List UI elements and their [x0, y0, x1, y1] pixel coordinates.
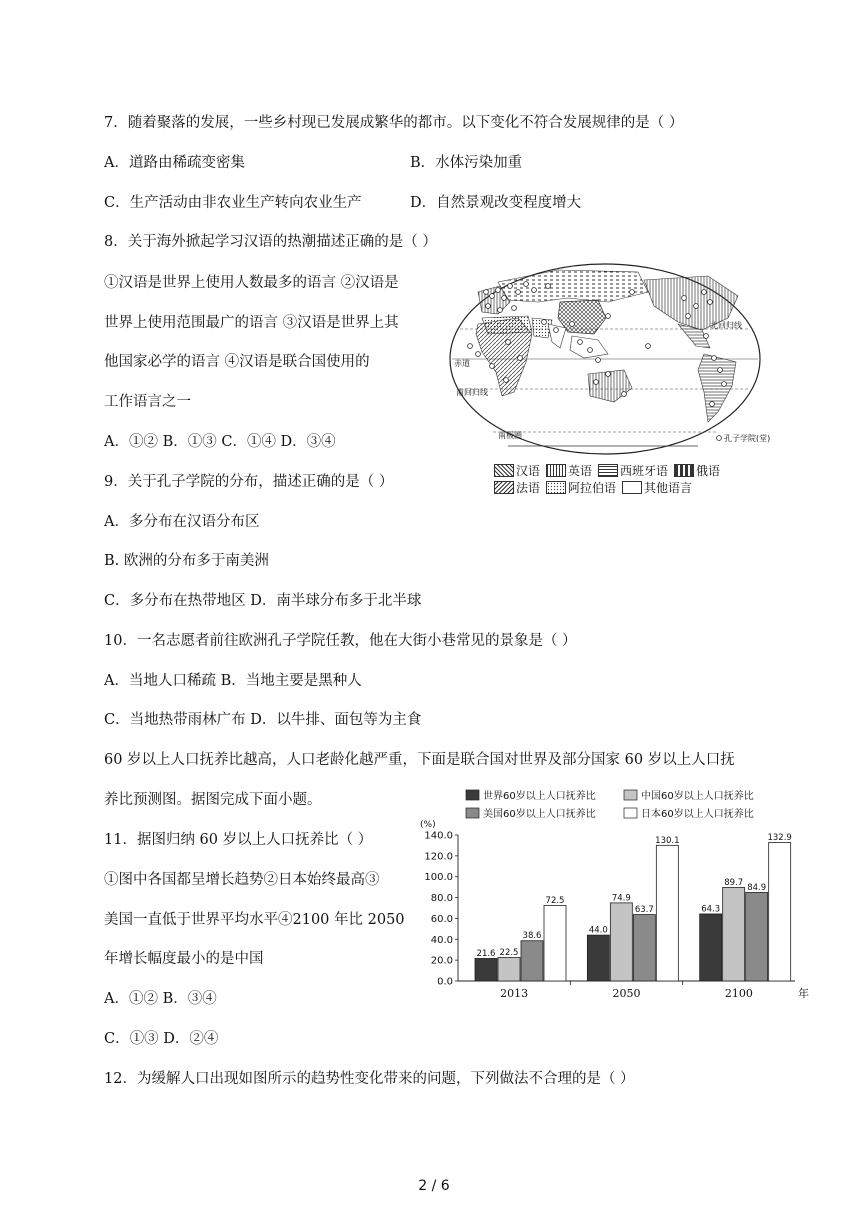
q9-options-cd: C．多分布在热带地区 D．南半球分布多于北半球 [104, 593, 422, 609]
q8-statement-line: 世界上使用范围最广的语言 ③汉语是世界上其 [104, 315, 399, 331]
q8-statement-line: 他国家必学的语言 ④汉语是联合国使用的 [104, 354, 370, 370]
q10-options-ab: A．当地人口稀疏 B．当地主要是黑种人 [104, 673, 362, 689]
chinese-swatch-icon [494, 464, 514, 477]
bar [610, 903, 632, 981]
bar-value-label: 74.9 [611, 893, 631, 904]
french-swatch-icon [494, 481, 514, 494]
map-label-north-tropic: 北回归线 [710, 321, 742, 330]
bar-value-label: 64.3 [701, 904, 721, 915]
q8-statement-line: 工作语言之一 [104, 394, 191, 410]
russian-swatch-icon [674, 464, 694, 477]
bar-value-label: 63.7 [634, 905, 654, 916]
bar-value-label: 84.9 [747, 882, 767, 893]
q7-option-c: C．生产活动由非农业生产转向农业生产 [104, 195, 362, 211]
x-axis-unit: 年 [798, 987, 809, 1000]
bar [498, 958, 520, 981]
dependency-ratio-chart [410, 780, 810, 1010]
legend-label: 世界60岁以上人口抚养比 [483, 791, 596, 802]
legend-swatch [624, 808, 637, 818]
y-tick-label: 80.0 [430, 893, 453, 905]
y-tick-label: 120.0 [424, 851, 453, 863]
intro-text: 养比预测图。据图完成下面小题。 [104, 792, 322, 808]
q10-stem: 10．一名志愿者前往欧洲孔子学院任教，他在大街小巷常见的景象是（ ） [104, 633, 577, 649]
legend-french: 法语 [516, 481, 541, 495]
legend-label: 美国60岁以上人口抚养比 [483, 809, 596, 820]
legend-russian: 俄语 [696, 464, 721, 478]
map-label-south-tropic: 南回归线 [456, 388, 488, 397]
map-label-equator: 赤道 [454, 359, 470, 368]
confucius-marker-icon [717, 436, 722, 441]
q7-option-a: A．道路由稀疏变密集 [104, 155, 245, 171]
arabic-swatch-icon [546, 481, 566, 494]
bar-value-label: 22.5 [499, 948, 519, 959]
q8-statement-line: ①汉语是世界上使用人数最多的语言 ②汉语是 [104, 275, 399, 291]
x-tick-label: 2050 [612, 987, 641, 1000]
q11-options-cd: C．①③ D．②④ [104, 1031, 219, 1047]
legend-label: 日本60岁以上人口抚养比 [641, 809, 754, 820]
map-label-confucius: 孔子学院(堂) [724, 434, 771, 443]
legend-swatch [466, 790, 479, 800]
bar-value-label: 21.6 [476, 948, 496, 959]
bar-value-label: 132.9 [767, 832, 792, 843]
bar-value-label: 89.7 [724, 877, 744, 888]
y-tick-label: 60.0 [430, 913, 453, 925]
bar [700, 914, 722, 981]
legend-swatch [624, 790, 637, 800]
bar [769, 842, 791, 981]
q11-stem: 11．据图归纳 60 岁以上人口抚养比（ ） [104, 832, 373, 848]
bar [521, 941, 543, 981]
q7-option-d: D．自然景观改变程度增大 [410, 195, 582, 211]
q11-statement-line: ①图中各国都呈增长趋势②日本始终最高③ [104, 872, 380, 888]
legend-label: 中国60岁以上人口抚养比 [641, 791, 754, 802]
q9-option-b: B. 欧洲的分布多于南美洲 [104, 553, 269, 569]
legend-arabic: 阿拉伯语 [568, 481, 617, 495]
x-tick-label: 2013 [500, 987, 529, 1000]
x-tick-label: 2100 [724, 987, 753, 1000]
bar-value-label: 130.1 [655, 835, 680, 846]
bar [633, 915, 655, 981]
legend-chinese: 汉语 [516, 464, 541, 478]
q7-stem: 7．随着聚落的发展，一些乡村现已发展成繁华的都市。以下变化不符合发展规律的是（ ） [104, 115, 684, 131]
english-swatch-icon [546, 464, 566, 477]
q9-option-a: A．多分布在汉语分布区 [104, 514, 260, 530]
y-axis-unit: (%) [420, 820, 436, 830]
legend-english: 英语 [568, 464, 593, 478]
q11-statement-line: 美国一直低于世界平均水平④2100 年比 2050 [104, 912, 405, 928]
q9-stem: 9．关于孔子学院的分布，描述正确的是（ ） [104, 474, 394, 490]
y-tick-label: 40.0 [430, 934, 453, 946]
q11-statement-line: 年增长幅度最小的是中国 [104, 951, 264, 967]
y-tick-label: 140.0 [424, 830, 453, 842]
other-swatch-icon [622, 481, 642, 494]
bar [723, 887, 745, 981]
q8-options: A．①② B．①③ C．①④ D．③④ [104, 434, 336, 450]
bar [544, 905, 566, 981]
q7-option-b: B．水体污染加重 [410, 155, 523, 171]
map-label-antarctic: 南极圈 [498, 431, 522, 440]
y-tick-label: 100.0 [424, 872, 453, 884]
q11-options-ab: A．①② B．③④ [104, 991, 217, 1007]
bar [587, 935, 609, 981]
q8-stem: 8．关于海外掀起学习汉语的热潮描述正确的是（ ） [104, 234, 437, 250]
q12-stem: 12．为缓解人口出现如图所示的趋势性变化带来的问题，下列做法不合理的是（ ） [104, 1071, 635, 1087]
bar-value-label: 72.5 [545, 895, 565, 906]
world-language-map [448, 262, 771, 456]
intro-text: 60 岁以上人口抚养比越高，人口老龄化越严重，下面是联合国对世界及部分国家 60 岁以上人口抚 [104, 752, 735, 768]
legend-spanish: 西班牙语 [620, 464, 669, 478]
bar-value-label: 38.6 [522, 931, 542, 942]
bar [746, 892, 768, 981]
legend-other: 其他语言 [644, 481, 693, 495]
bar [656, 845, 678, 981]
spanish-swatch-icon [598, 464, 618, 477]
legend-swatch [466, 808, 479, 818]
bar-value-label: 44.0 [588, 925, 608, 936]
bar [475, 958, 497, 981]
q10-options-cd: C．当地热带雨林广布 D．以牛排、面包等为主食 [104, 712, 422, 728]
page-number: 2 / 6 [418, 1178, 450, 1194]
y-tick-label: 0.0 [437, 976, 453, 988]
map-legend [494, 462, 726, 496]
y-tick-label: 20.0 [430, 955, 453, 967]
